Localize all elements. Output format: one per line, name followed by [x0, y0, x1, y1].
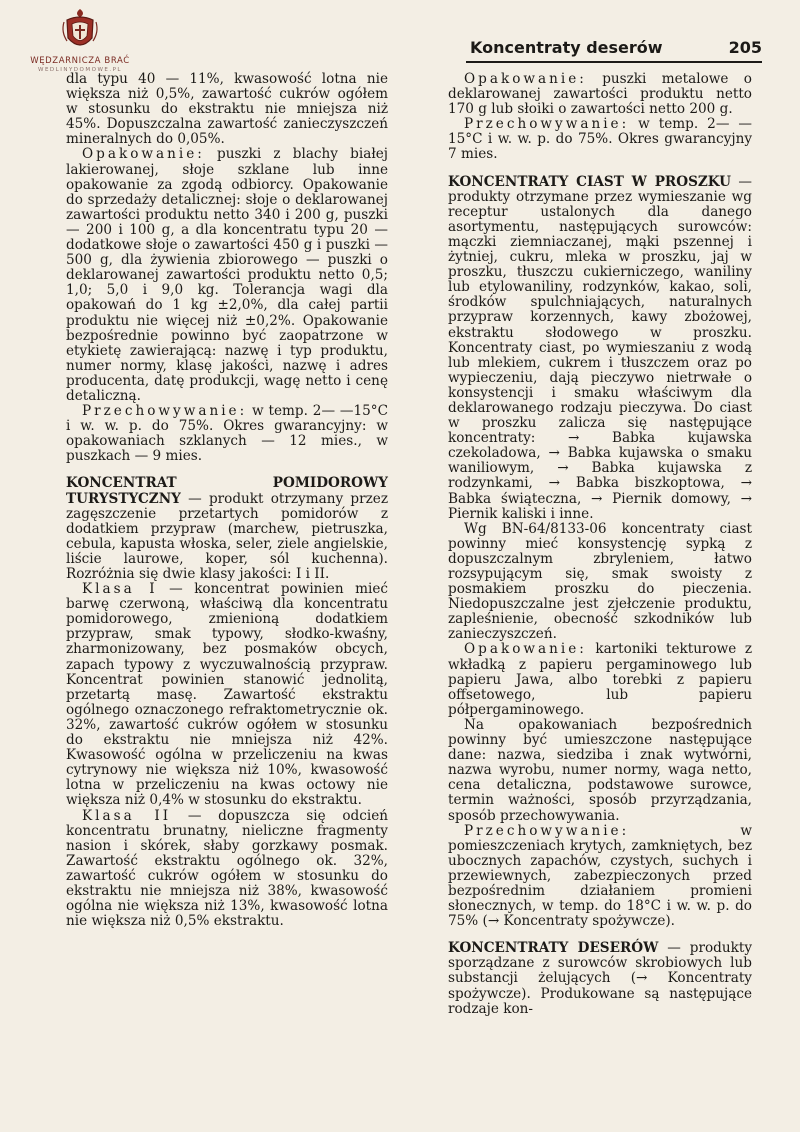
- entry-title: KONCENTRATY DESERÓW: [448, 940, 659, 957]
- class-one-paragraph: [66, 582, 388, 808]
- packaging-text: kartoniki tekturowe z wkładką z papieru pergaminowego lub papieru Jawa, albo torebki z papieru offsetowego, lub papieru półpergaminowego.: [448, 641, 752, 718]
- packaging-text: puszki z blachy białej lakierowanej, słoje szklane lub inne opakowanie za zgodą odbiorcy. Opakowanie do sprzedaży detalicznej: słoje o deklarowanej zawartości produktu netto 340 i 200 g, puszki — 200 i 100 g, a dla koncentratu typu 20 — dodatkowe słoje o zawartości 450 g i puszki — 500 g, dla żywienia zbiorowego — puszki o deklarowanej zawartości produktu netto 0,5; 1,0; 5,0 i 9,0 kg. Tolerancja wagi dla opakowań do 1 kg ±2,0%, dla całej partii produktu nie więcej niż ±0,2%. Opakowanie bezpośrednie powinno być zaopatrzone w etykietę zawierającą: nazwę i typ produktu, numer normy, klasę jakości, nazwę i adres producenta, datę produkcji, wagę netto i cenę detaliczną.: [66, 146, 388, 404]
- entry-tomato-concentrate: [66, 476, 388, 582]
- logo-brand-name: WĘDZARNICZA BRAĆ: [30, 56, 130, 66]
- left-paragraph-1: dla typu 40 — 11%, kwasowość lotna nie większa niż 0,5%, zawartość cukrów ogółem w stosunku do ekstraktu nie mniejsza niż 45%. Dopuszczalna zawartość zanieczyszczeń mineralnych do 0,05%.: [66, 71, 388, 148]
- packaging-text: puszki metalowe o deklarowanej zawartości produktu netto 170 g lub słoiki o zawartości netto 200 g.: [448, 71, 752, 118]
- right-storage-paragraph: [448, 117, 752, 162]
- storage-text: w pomieszczeniach krytych, zamkniętych, bez ubocznych zapachów, czystych, suchych i przewiewnych, zabezpieczonych przed bezpośrednim działaniem promieni słonecznych, w temp. do 18°C i w. w. p. do 75% (→ Koncentraty spożywcze).: [448, 822, 752, 930]
- entry-title: KONCENTRAT POMIDOROWY TURYSTYCZNY: [66, 475, 388, 507]
- entry-title: KONCENTRATY CIAST W PROSZKU: [448, 173, 731, 190]
- entry-text: — produkty sporządzane z surowców skrobiowych lub substancji żelujących (→ Koncentraty spożywcze). Produkowane są następujące rodzaje kon-: [448, 940, 752, 1017]
- entry-text: — produkty otrzymane przez wymieszanie wg receptur ustalonych dla danego asortymentu, następujących surowców: mączki ziemniaczanej, mąki pszennej i żytniej, cukru, mleka w proszku, jaj w proszku, tłuszczu cukierniczego, waniliny lub etylowaniliny, rodzynków, kakao, soli, środków spulchniających, naturalnych przypraw korzennych, kawy zbożowej, ekstraktu słodowego w proszku. Koncentraty ciast, po wymieszaniu z wodą lub mlekiem, cukrem i tłuszczem oraz po wypieczeniu, dają pieczywo nietrwałe o konsystencji i smaku właściwym dla deklarowanego rodzaju pieczywa. Do ciast w proszku zalicza się następujące koncentraty: → Babka kujawska czekoladowa, → Babka kujawska o smaku waniliowym, → Babka kujawska z rodzynkami, → Babka biszkoptowa, → Babka świąteczna, → Piernik domowy, → Piernik kaliski i inne.: [448, 173, 752, 522]
- class-two-label: Klasa II: [82, 807, 172, 824]
- logo-subtitle: WEDLINYDOMOWE.PL: [38, 67, 122, 73]
- packaging-label: Opakowanie:: [82, 146, 205, 163]
- entry-cake-concentrates: [448, 175, 752, 522]
- packaging-label: Opakowanie:: [464, 71, 587, 87]
- storage-label: Przechowywanie:: [464, 116, 630, 133]
- cake-storage-paragraph: [448, 824, 752, 930]
- class-one-label: Klasa I: [82, 581, 158, 598]
- storage-label: Przechowywanie:: [82, 403, 248, 420]
- right-packaging-paragraph: [448, 72, 752, 117]
- left-storage-paragraph: [66, 404, 388, 464]
- packaging-label: Opakowanie:: [464, 641, 587, 658]
- cake-packaging-paragraph: [448, 642, 752, 717]
- standard-paragraph: Wg BN-64/8133-06 koncentraty ciast powinny mieć konsystencję sypką z dopuszczalnym zbryleniem, łatwo rozsypującym się, smak swoisty z posmakiem proszku do pieczenia. Niedopuszczalne jest zjełczenie produktu, zapleśnienie, obecność szkodników lub zanieczyszczeń.: [448, 520, 752, 643]
- left-column: [66, 72, 388, 929]
- class-two-text: — dopuszcza się odcień koncentratu brunatny, nieliczne fragmenty nasion i skórek, słaby gorzkawy posmak. Zawartość ekstraktu ogólnego ok. 32%, zawartość cukrów ogółem w stosunku do ekstraktu nie mniejsza niż 38%, kwasowość ogólna nie większa niż 13%, kwasowość lotna nie większa niż 0,5% ekstraktu.: [66, 807, 388, 930]
- entry-dessert-concentrates: [448, 941, 752, 1016]
- storage-text: w temp. 2— —15°C i w. w. p. do 75%. Okres gwarancyjny: w opakowaniach szklanych — 12 mies., w puszkach — 9 mies.: [66, 403, 388, 465]
- storage-text: w temp. 2— —15°C i w. w. p. do 75%. Okres gwarancyjny 7 mies.: [448, 116, 752, 163]
- class-one-text: — koncentrat powinien mieć barwę czerwoną, właściwą dla koncentratu pomidorowego, zmienioną dodatkiem przypraw, smak typowy, słodko-kwaśny, zharmonizowany, bez posmaków obcych, zapach typowy z wyczuwalnością przypraw. Koncentrat powinien stanowić jednolitą, przetartą masę. Zawartość ekstraktu ogólnego oznaczonego refraktometrycznie ok. 32%, zawartość cukrów ogółem w stosunku do ekstraktu nie mniejsza niż 42%. Kwasowość ogólna w przeliczeniu na kwas cytrynowy nie większa niż 10%, kwasowość lotna w przeliczeniu na kwas octowy nie większa niż 0,4% w stosunku do ekstraktu.: [66, 581, 388, 809]
- storage-label: Przechowywanie:: [464, 822, 630, 839]
- coat-of-arms-icon: [60, 8, 100, 54]
- page-number: 205: [728, 38, 762, 57]
- right-column: [448, 72, 752, 1017]
- running-header: [466, 37, 762, 63]
- left-packaging-paragraph: [66, 147, 388, 404]
- labeling-paragraph: Na opakowaniach bezpośrednich powinny być umieszczone następujące dane: nazwa, siedziba i znak wytwórni, nazwa wyrobu, numer normy, waga netto, cena detaliczna, podstawowe surowce, termin ważności, sposób przyrządzania, sposób przechowywania.: [448, 716, 752, 824]
- class-two-paragraph: [66, 809, 388, 930]
- entry-text: — produkt otrzymany przez zagęszczenie przetartych pomidorów z dodatkiem przypraw (marchew, pietruszka, cebula, kapusta włoska, seler, ziele angielskie, liście laurowe, koper, sól kuchenna). Rozróżnia się dwie klasy jakości: I i II.: [66, 490, 388, 582]
- header-title: Koncentraty deserów: [470, 38, 663, 57]
